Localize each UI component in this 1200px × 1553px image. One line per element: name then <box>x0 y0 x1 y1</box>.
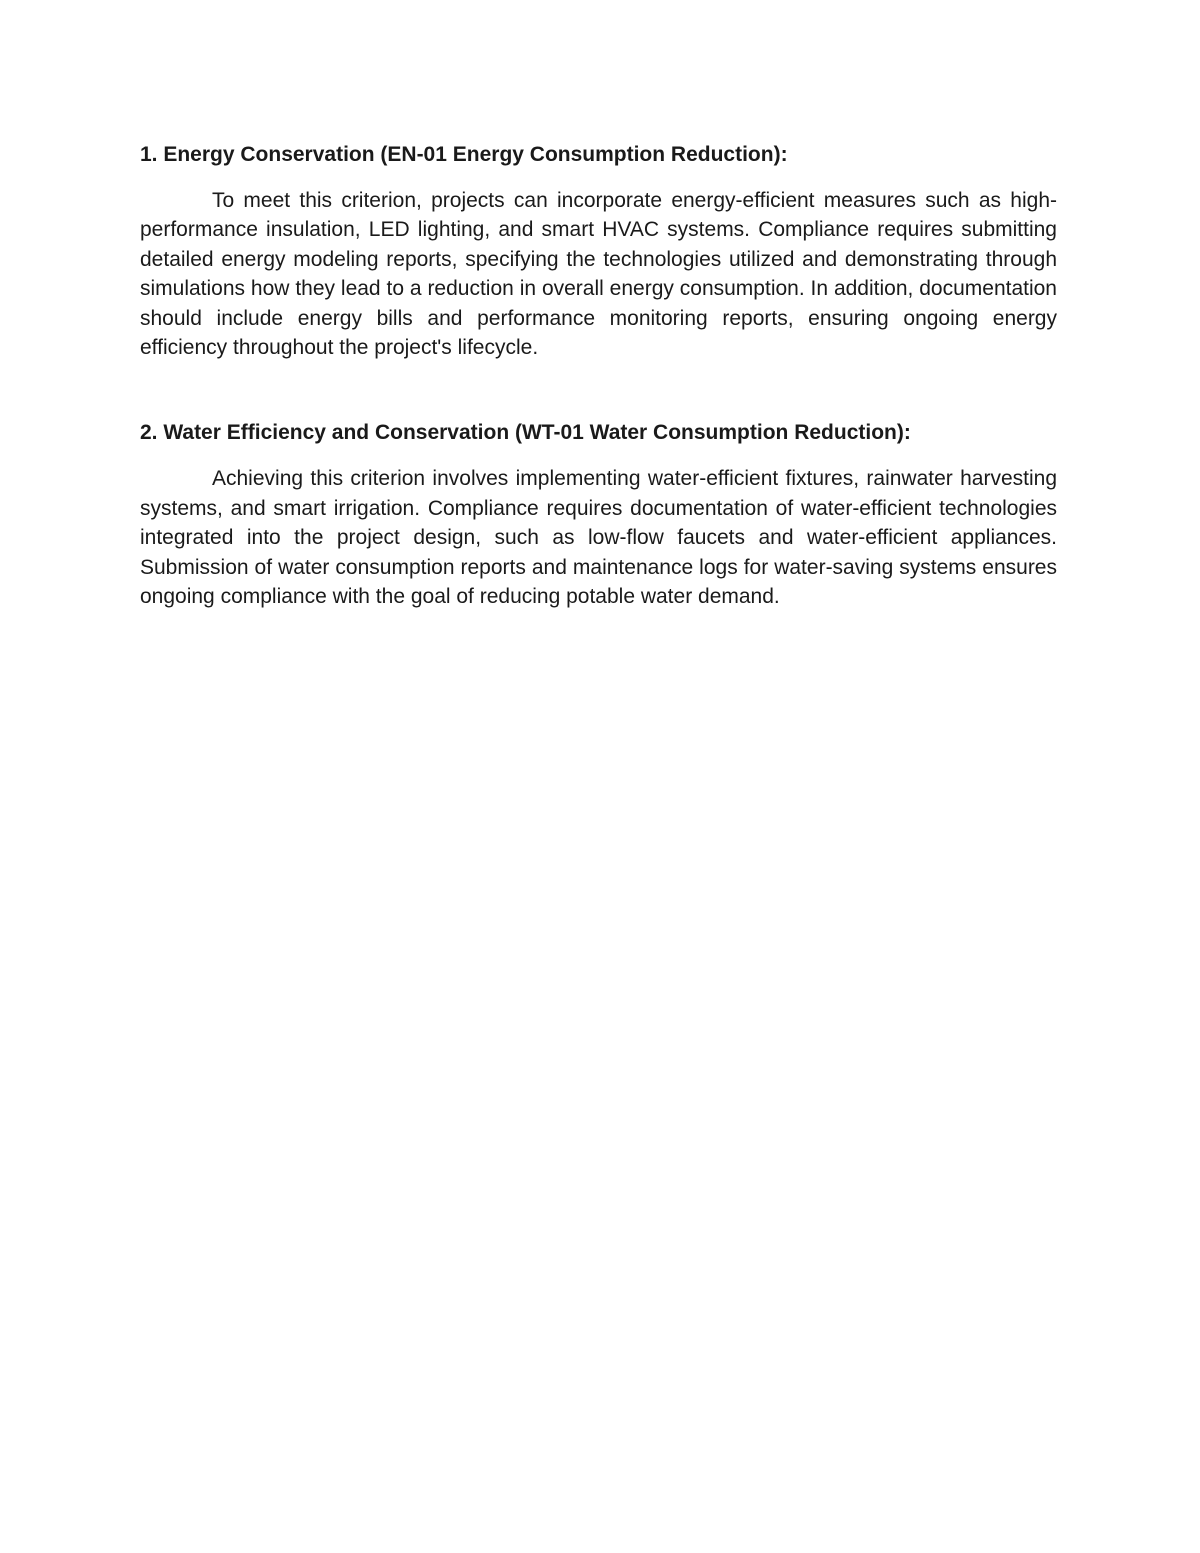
section-body: Achieving this criterion involves implementing water-efficient fixtures, rainwater harvesting systems, and smart irrigation. Compliance requires documentation of water-efficient technologies integrated into the project design, such as low-flow faucets and water-efficient appliances. Submission of water consumption reports and maintenance logs for water-saving systems ensures ongoing compliance with the goal of reducing potable water demand. <box>140 467 1057 609</box>
section-heading: 1. Energy Conservation (EN-01 Energy Consumption Reduction): <box>140 143 788 166</box>
section-heading: 2. Water Efficiency and Conservation (WT-01 Water Consumption Reduction): <box>140 421 911 445</box>
document-page <box>140 140 1057 611</box>
section-energy-conservation <box>140 140 1057 362</box>
section-body: To meet this criterion, projects can incorporate energy-efficient measures such as high-performance insulation, LED lighting, and smart HVAC systems. Compliance requires submitting detailed energy modeling reports, specifying the technologies utilized and demonstrating through simulations how they lead to a reduction in overall energy consumption. In addition, documentation should include energy bills and performance monitoring reports, ensuring ongoing energy efficiency throughout the project's lifecycle. <box>140 189 1057 360</box>
section-water-efficiency <box>140 418 1057 611</box>
